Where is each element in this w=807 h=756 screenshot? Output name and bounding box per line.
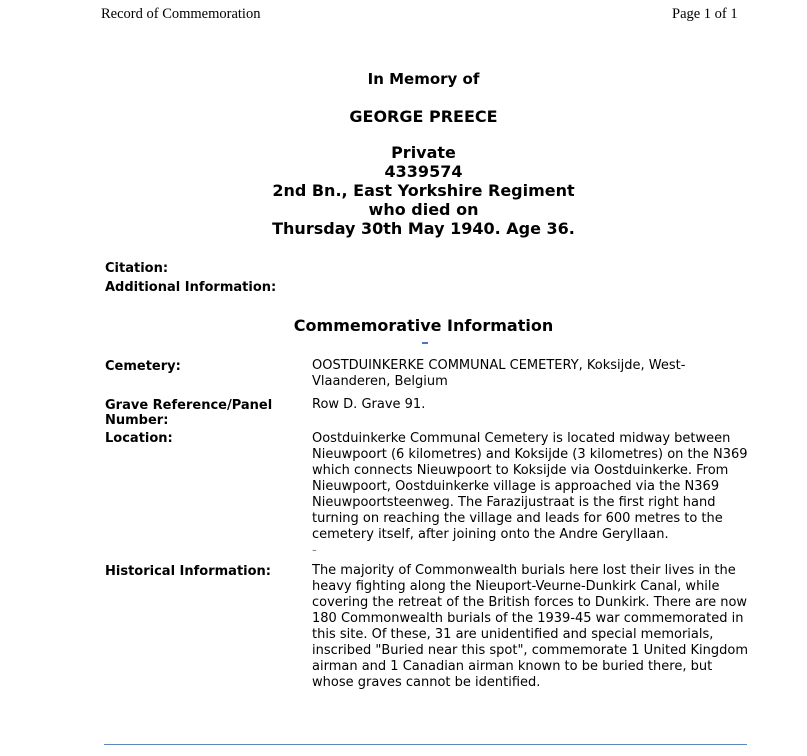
- cemetery-label: Cemetery:: [105, 359, 181, 374]
- location-label: Location:: [105, 431, 173, 446]
- historical-information-label: Historical Information:: [105, 564, 272, 579]
- regiment: 2nd Bn., East Yorkshire Regiment: [272, 181, 575, 200]
- person-name: GEORGE PREECE: [349, 107, 498, 126]
- section-divider: [422, 342, 428, 344]
- in-memory-heading: In Memory of: [367, 70, 480, 88]
- rank: Private: [391, 143, 456, 162]
- page-number: Page 1 of 1: [672, 6, 738, 22]
- grave-reference-value: Row D. Grave 91.: [312, 397, 426, 412]
- citation-label: Citation:: [105, 261, 169, 276]
- cemetery-value: OOSTDUINKERKE COMMUNAL CEMETERY, Koksijde, West-Vlaanderen, Belgium: [312, 358, 686, 389]
- additional-information-label: Additional Information:: [105, 280, 277, 295]
- died-text: who died on: [368, 200, 479, 219]
- record-header-title: Record of Commemoration: [101, 6, 261, 22]
- location-value: Oostduinkerke Communal Cemetery is located midway between Nieuwpoort (6 kilometres) and Koksijde (3 kilometres) on the N369 which connects Nieuwpoort to Koksijde via Oostduinkerke. From Nieuwpoort, Oostduinkerke village is approached via the N369 Nieuwpoortsteenweg. The Farazijustraat is the first right hand turning on reaching the village and leads for 600 metres to the cemetery itself, after joining onto the Andre Geryllaan.: [312, 431, 748, 542]
- grave-reference-label: Grave Reference/Panel Number:: [105, 398, 273, 428]
- service-number: 4339574: [384, 162, 463, 181]
- location-separator: -: [312, 543, 317, 558]
- commemorative-information-title: Commemorative Information: [293, 316, 554, 335]
- historical-information-value: The majority of Commonwealth burials here lost their lives in the heavy fighting along the Nieuport-Veurne-Dunkirk Canal, while covering the retreat of the British forces to Dunkirk. There are now 180 Commonwealth burials of the 1939-45 war commemorated in this site. Of these, 31 are unidentified and special memorials, inscribed "Buried near this spot", commemorate 1 United Kingdom airman and 1 Canadian airman known to be buried there, but whose graves cannot be identified.: [312, 563, 749, 690]
- death-date-age: Thursday 30th May 1940. Age 36.: [272, 219, 575, 238]
- footer-divider: [104, 744, 747, 745]
